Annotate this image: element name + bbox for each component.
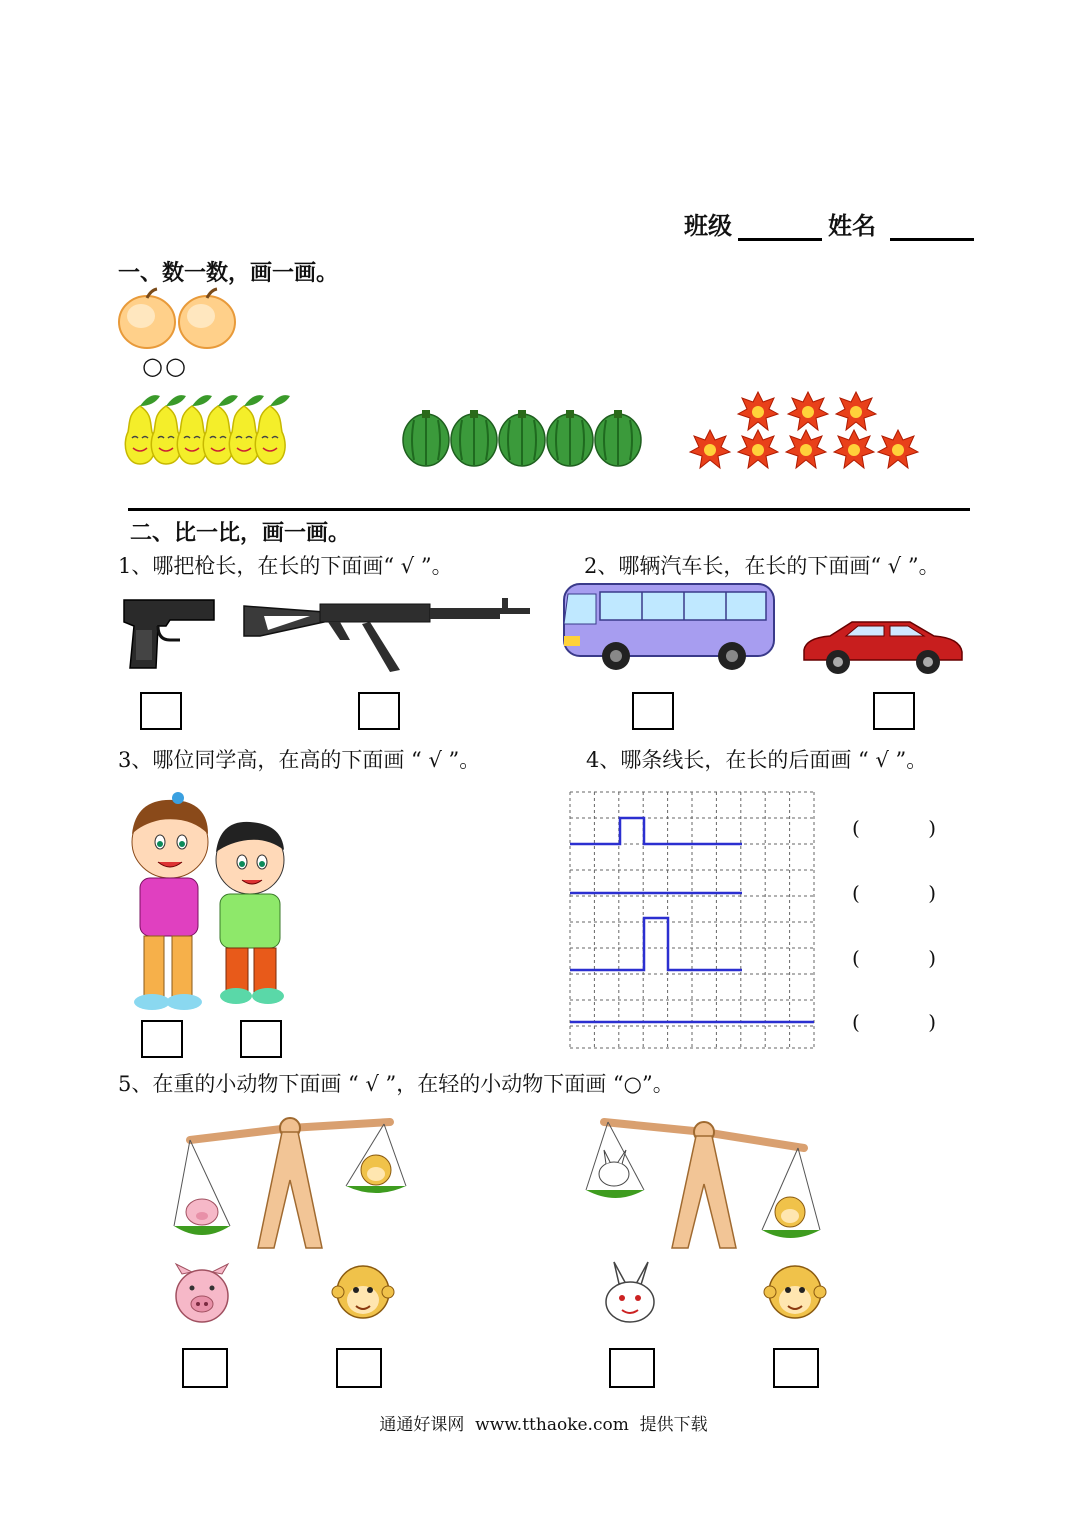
peach-icon (119, 289, 175, 348)
leaf-icon (788, 392, 828, 430)
pig-face-image (174, 1264, 230, 1326)
answer-box-rabbit[interactable] (609, 1348, 655, 1388)
question-3: 3、哪位同学高，在高的下面画 “ √ ”。 (118, 748, 481, 772)
question-4: 4、哪条线长，在长的后面画 “ √ ”。 (586, 748, 928, 772)
pepper-icon (595, 410, 641, 466)
pear-icon (255, 395, 290, 464)
leaf-icon (786, 430, 826, 468)
boy-figure (216, 822, 284, 1004)
bus-image (560, 580, 778, 672)
question-1: 1、哪把枪长，在长的下面画“ √ ”。 (118, 554, 453, 578)
answer-box-girl[interactable] (141, 1020, 183, 1058)
scale-right (584, 1110, 824, 1250)
peach-icon (179, 289, 235, 348)
name-blank[interactable] (890, 216, 974, 241)
question-2: 2、哪辆汽车长，在长的下面画“ √ ”。 (584, 554, 940, 578)
section2-title: 二、比一比，画一画。 (130, 521, 351, 546)
answer-box-rifle[interactable] (358, 692, 400, 730)
answer-paren-1[interactable]: ( ) (852, 816, 936, 840)
pepper-icon (499, 410, 545, 466)
question-5: 5、在重的小动物下面画 “ √ ”，在轻的小动物下面画 “○”。 (118, 1072, 674, 1096)
peaches-image (116, 288, 246, 352)
answer-box-pig[interactable] (182, 1348, 228, 1388)
pistol-image (120, 596, 216, 672)
monkey-face-image-2 (766, 1262, 824, 1324)
leaf-icon (738, 430, 778, 468)
pears-image (122, 392, 334, 468)
children-image (120, 790, 296, 1016)
answer-box-boy[interactable] (240, 1020, 282, 1058)
answer-box-car[interactable] (873, 692, 915, 730)
name-label: 姓名 (828, 212, 876, 240)
leaf-icon (690, 430, 730, 468)
rabbit-icon (599, 1150, 629, 1186)
class-label: 班级 (684, 212, 732, 240)
answer-paren-4[interactable]: ( ) (852, 1010, 936, 1034)
example-circles: ○○ (142, 352, 188, 380)
rabbit-face-image (602, 1262, 658, 1326)
leaf-icon (834, 430, 874, 468)
section1-title: 一、数一数，画一画。 (118, 261, 339, 286)
line-grid (570, 792, 816, 1050)
answer-paren-3[interactable]: ( ) (852, 946, 936, 970)
monkey-icon (775, 1197, 805, 1227)
class-blank[interactable] (738, 216, 822, 241)
rifle-image (240, 592, 536, 672)
girl-figure (132, 792, 208, 1010)
answer-paren-2[interactable]: ( ) (852, 881, 936, 905)
answer-box-monkey-2[interactable] (773, 1348, 819, 1388)
footer-text: 通通好课网 www.tthaoke.com 提供下载 (379, 1415, 708, 1435)
answer-box-pistol[interactable] (140, 692, 182, 730)
pepper-icon (547, 410, 593, 466)
monkey-icon (361, 1155, 391, 1185)
answer-box-bus[interactable] (632, 692, 674, 730)
car-image (800, 616, 966, 676)
green-peppers-image (400, 410, 650, 468)
pepper-icon (403, 410, 449, 466)
student-info (684, 206, 980, 241)
pepper-icon (451, 410, 497, 466)
monkey-face-image (334, 1262, 392, 1324)
leaf-icon (738, 392, 778, 430)
leaf-icon (878, 430, 918, 468)
maple-leaves-image (688, 392, 920, 470)
section-divider (128, 508, 970, 511)
pig-icon (186, 1199, 218, 1225)
answer-box-monkey-1[interactable] (336, 1348, 382, 1388)
leaf-icon (836, 392, 876, 430)
scale-left (170, 1110, 410, 1250)
